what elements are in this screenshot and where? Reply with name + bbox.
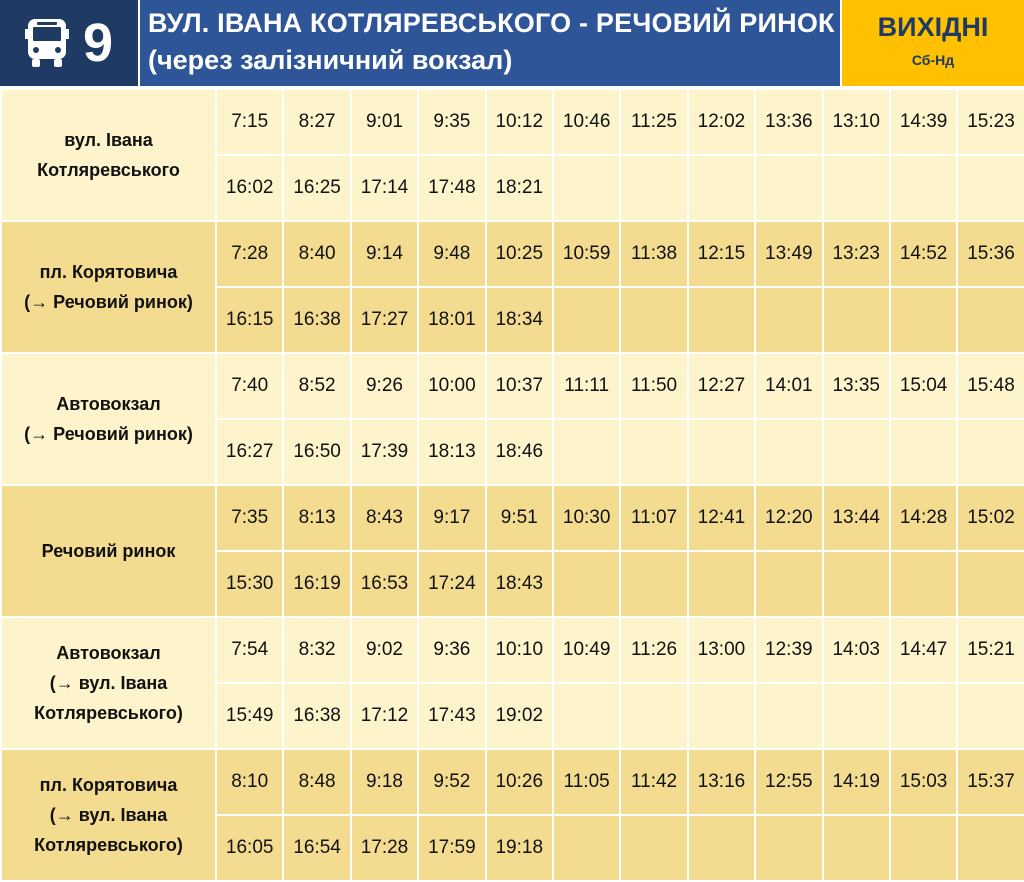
departure-time [688, 155, 755, 221]
stop-name-line: Котляревського [37, 160, 180, 180]
departure-time: 10:10 [486, 617, 553, 683]
departure-time [755, 287, 822, 353]
departure-time [890, 155, 957, 221]
departure-time: 16:38 [283, 287, 350, 353]
departure-time [755, 155, 822, 221]
stop-name-line: (→ Речовий ринок) [24, 292, 193, 312]
schedule-table [0, 88, 1024, 882]
route-number: 9 [82, 13, 114, 73]
days-label: ВИХІДНІ [877, 12, 989, 42]
departure-time [957, 683, 1024, 749]
departure-time: 13:10 [823, 89, 890, 155]
stop-name-line: Автовокзал [56, 643, 161, 663]
departure-time: 19:18 [486, 815, 553, 881]
departure-time: 14:47 [890, 617, 957, 683]
stop-name [1, 221, 216, 353]
departure-time: 12:20 [755, 485, 822, 551]
departure-time: 16:05 [216, 815, 283, 881]
departure-time [823, 419, 890, 485]
departure-time: 13:36 [755, 89, 822, 155]
departure-time: 14:28 [890, 485, 957, 551]
departure-time [553, 683, 620, 749]
departure-time: 8:43 [351, 485, 418, 551]
departure-time [620, 155, 687, 221]
stop-name-line: Автовокзал [56, 394, 161, 414]
schedule-row [1, 617, 1024, 683]
departure-time: 9:02 [351, 617, 418, 683]
departure-time: 10:49 [553, 617, 620, 683]
stop-name-line: (→ Речовий ринок) [24, 424, 193, 444]
departure-time: 12:27 [688, 353, 755, 419]
departure-time [620, 419, 687, 485]
route-title-line1: ВУЛ. ІВАНА КОТЛЯРЕВСЬКОГО - РЕЧОВИЙ РИНОК [148, 8, 835, 38]
departure-time: 18:43 [486, 551, 553, 617]
departure-time [957, 155, 1024, 221]
departure-time: 12:02 [688, 89, 755, 155]
departure-time: 9:14 [351, 221, 418, 287]
departure-time: 14:19 [823, 749, 890, 815]
departure-time: 8:27 [283, 89, 350, 155]
stop-name-line: Речовий ринок [41, 541, 176, 561]
departure-time [957, 815, 1024, 881]
departure-time [553, 287, 620, 353]
departure-time: 17:12 [351, 683, 418, 749]
departure-time: 14:03 [823, 617, 890, 683]
departure-time: 16:54 [283, 815, 350, 881]
departure-time: 17:24 [418, 551, 485, 617]
route-title [140, 0, 840, 86]
departure-time: 10:37 [486, 353, 553, 419]
departure-time: 18:13 [418, 419, 485, 485]
departure-time [755, 683, 822, 749]
stop-name-line: вул. Івана [64, 130, 153, 150]
departure-time [890, 551, 957, 617]
departure-time: 17:59 [418, 815, 485, 881]
bus-icon [25, 17, 69, 69]
stop-name [1, 617, 216, 749]
departure-time: 19:02 [486, 683, 553, 749]
departure-time: 9:36 [418, 617, 485, 683]
departure-time: 18:21 [486, 155, 553, 221]
departure-time: 16:38 [283, 683, 350, 749]
departure-time [890, 419, 957, 485]
route-title-line2: (через залізничний вокзал) [148, 45, 513, 75]
departure-time [755, 551, 822, 617]
departure-time [620, 815, 687, 881]
departure-time [823, 815, 890, 881]
departure-time: 8:52 [283, 353, 350, 419]
departure-time: 15:21 [957, 617, 1024, 683]
departure-time: 13:49 [755, 221, 822, 287]
departure-time: 18:01 [418, 287, 485, 353]
departure-time: 11:25 [620, 89, 687, 155]
departure-time: 9:35 [418, 89, 485, 155]
departure-time: 9:48 [418, 221, 485, 287]
departure-time [957, 287, 1024, 353]
departure-time: 15:02 [957, 485, 1024, 551]
departure-time: 9:18 [351, 749, 418, 815]
departure-time: 16:50 [283, 419, 350, 485]
departure-time: 16:19 [283, 551, 350, 617]
departure-time [823, 155, 890, 221]
stop-name [1, 89, 216, 221]
stop-name-line: Котляревського) [34, 703, 183, 723]
departure-time: 12:39 [755, 617, 822, 683]
stop-name-line: пл. Корятовича [39, 262, 178, 282]
departure-time: 15:37 [957, 749, 1024, 815]
departure-time: 17:48 [418, 155, 485, 221]
departure-time: 14:39 [890, 89, 957, 155]
departure-time: 8:13 [283, 485, 350, 551]
schedule-row [1, 89, 1024, 155]
departure-time: 10:26 [486, 749, 553, 815]
departure-time [553, 419, 620, 485]
departure-time: 7:54 [216, 617, 283, 683]
departure-time: 16:25 [283, 155, 350, 221]
stop-name-line: (→ вул. Івана [49, 805, 168, 825]
departure-time: 11:50 [620, 353, 687, 419]
days-sub: Сб-Нд [911, 52, 955, 68]
departure-time: 13:23 [823, 221, 890, 287]
departure-time: 17:28 [351, 815, 418, 881]
departure-time: 14:52 [890, 221, 957, 287]
departure-time: 15:48 [957, 353, 1024, 419]
departure-time [755, 815, 822, 881]
departure-time: 11:11 [553, 353, 620, 419]
departure-time: 15:04 [890, 353, 957, 419]
schedule-row [1, 485, 1024, 551]
departure-time: 16:02 [216, 155, 283, 221]
departure-time: 17:14 [351, 155, 418, 221]
departure-time [688, 419, 755, 485]
departure-time [553, 155, 620, 221]
departure-time: 8:40 [283, 221, 350, 287]
departure-time [688, 551, 755, 617]
departure-time: 13:00 [688, 617, 755, 683]
header [0, 0, 1024, 88]
schedule-row [1, 221, 1024, 287]
stop-name [1, 749, 216, 881]
departure-time: 9:26 [351, 353, 418, 419]
departure-time [890, 683, 957, 749]
departure-time [755, 419, 822, 485]
days-badge [842, 0, 1024, 86]
stop-name [1, 485, 216, 617]
stop-name-line: (→ вул. Івана [49, 673, 168, 693]
departure-time: 15:03 [890, 749, 957, 815]
departure-time [957, 419, 1024, 485]
departure-time: 7:40 [216, 353, 283, 419]
departure-time [823, 683, 890, 749]
departure-time: 11:42 [620, 749, 687, 815]
departure-time: 12:15 [688, 221, 755, 287]
departure-time: 9:01 [351, 89, 418, 155]
departure-time [890, 815, 957, 881]
departure-time [553, 551, 620, 617]
departure-time: 8:10 [216, 749, 283, 815]
route-badge [0, 0, 140, 86]
departure-time [688, 683, 755, 749]
departure-time: 8:32 [283, 617, 350, 683]
departure-time: 11:26 [620, 617, 687, 683]
departure-time: 7:28 [216, 221, 283, 287]
departure-time: 17:43 [418, 683, 485, 749]
departure-time: 18:46 [486, 419, 553, 485]
departure-time: 13:44 [823, 485, 890, 551]
departure-time: 11:05 [553, 749, 620, 815]
departure-time [620, 551, 687, 617]
departure-time: 10:59 [553, 221, 620, 287]
stop-name [1, 353, 216, 485]
departure-time: 8:48 [283, 749, 350, 815]
departure-time: 10:30 [553, 485, 620, 551]
departure-time: 12:41 [688, 485, 755, 551]
departure-time: 10:25 [486, 221, 553, 287]
departure-time: 9:52 [418, 749, 485, 815]
departure-time: 18:34 [486, 287, 553, 353]
departure-time: 13:35 [823, 353, 890, 419]
departure-time: 17:39 [351, 419, 418, 485]
departure-time [957, 551, 1024, 617]
departure-time: 15:49 [216, 683, 283, 749]
schedule-row [1, 749, 1024, 815]
departure-time: 10:00 [418, 353, 485, 419]
stop-name-line: Котляревського) [34, 835, 183, 855]
departure-time: 9:17 [418, 485, 485, 551]
departure-time: 14:01 [755, 353, 822, 419]
departure-time [688, 287, 755, 353]
departure-time: 12:55 [755, 749, 822, 815]
departure-time [823, 287, 890, 353]
departure-time: 15:30 [216, 551, 283, 617]
departure-time [553, 815, 620, 881]
departure-time: 16:27 [216, 419, 283, 485]
departure-time: 15:23 [957, 89, 1024, 155]
stop-name-line: пл. Корятовича [39, 775, 178, 795]
departure-time: 7:15 [216, 89, 283, 155]
departure-time: 9:51 [486, 485, 553, 551]
departure-time: 11:38 [620, 221, 687, 287]
departure-time: 10:12 [486, 89, 553, 155]
departure-time: 7:35 [216, 485, 283, 551]
schedule-row [1, 353, 1024, 419]
departure-time: 10:46 [553, 89, 620, 155]
departure-time [688, 815, 755, 881]
departure-time [890, 287, 957, 353]
departure-time: 11:07 [620, 485, 687, 551]
departure-time [620, 683, 687, 749]
departure-time: 16:53 [351, 551, 418, 617]
departure-time: 15:36 [957, 221, 1024, 287]
departure-time: 17:27 [351, 287, 418, 353]
departure-time: 16:15 [216, 287, 283, 353]
departure-time: 13:16 [688, 749, 755, 815]
departure-time [823, 551, 890, 617]
departure-time [620, 287, 687, 353]
